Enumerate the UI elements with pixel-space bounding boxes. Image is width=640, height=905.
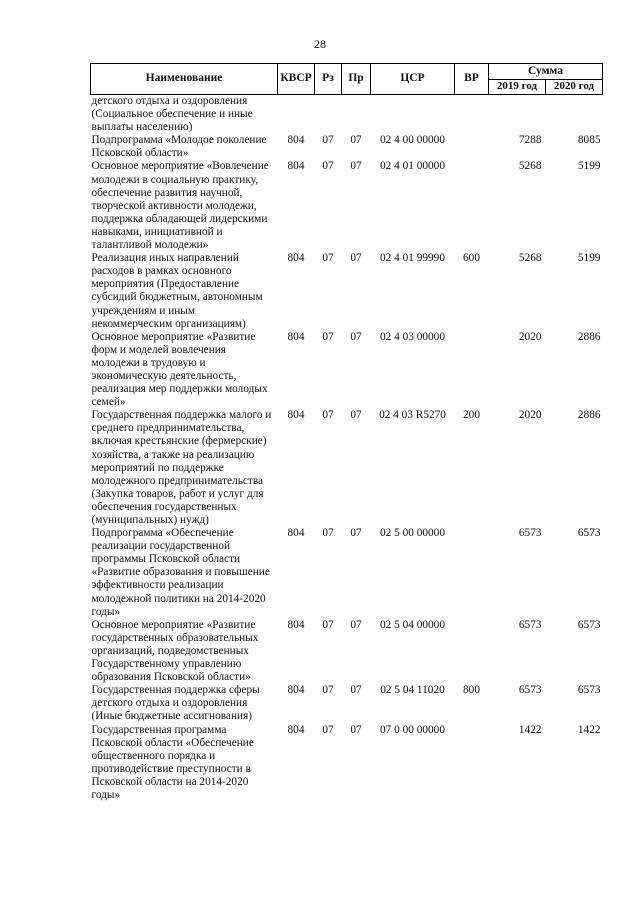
row-vr: 600 [463,252,480,265]
table-row [91,409,603,527]
row-sum-2020: 8085 [577,134,601,147]
row-sum-2019: 6573 [518,618,542,631]
row-rz: 07 [322,618,334,631]
header-2020: 2020 год [546,80,603,95]
row-rz: 07 [322,723,334,736]
row-csr: 02 5 04 11020 [380,684,445,697]
row-name: Государственная поддержка сферы детского отдыха и оздоровления (Иные бюджетные ассигнования) [91,684,260,723]
budget-table [90,63,603,802]
table-row [91,160,603,252]
row-name: Основное мероприятие «Развитие форм и моделей вовлечения молодежи в трудовую и экономическую деятельность, реализация мер поддержки молодых семей» [91,330,268,409]
row-pr: 07 [350,618,362,631]
row-rz: 07 [322,134,334,147]
row-sum-2020: 5199 [577,160,601,173]
row-csr: 02 5 00 00000 [380,527,445,540]
header-rz: Рз [315,64,342,95]
row-pr: 07 [350,160,362,173]
row-name: Государственная поддержка малого и среднего предпринимательства, включая крестьянские (фермерские) хозяйства, а также на реализацию мероприятий по поддержке молодежного предпринимательства (Закупка товаров, работ и услуг для обеспечения государственных (муниципальных) нужд) [91,409,272,526]
row-kvsr: 804 [287,618,305,631]
row-name: Государственная программа Псковской области «Обеспечение общественного порядка и противодействие преступности в Псковской области на 2014-2020 годы» [91,723,254,801]
row-sum-2020: 6573 [577,527,601,540]
row-sum-2020: 2886 [577,409,601,422]
row-kvsr: 804 [287,409,305,422]
row-sum-2019: 6573 [518,527,542,540]
row-kvsr: 804 [287,330,305,343]
table-row [91,134,603,160]
table-row [91,527,603,619]
header-pr: Пр [342,64,371,95]
table-row [91,724,603,803]
row-pr: 07 [350,527,362,540]
row-vr: 200 [463,409,480,422]
row-sum-2020: 2886 [577,330,601,343]
row-csr: 02 4 00 00000 [380,134,445,147]
table-header [91,64,603,95]
row-csr: 02 4 03 00000 [380,330,445,343]
row-sum-2019: 5268 [518,252,542,265]
continuation-text: детского отдыха и оздоровления (Социальное обеспечение и иные выплаты населению) [91,95,253,134]
row-csr: 02 4 03 R5270 [379,409,446,422]
row-pr: 07 [350,409,362,422]
row-rz: 07 [322,252,334,265]
row-sum-2019: 1422 [518,723,542,736]
row-rz: 07 [322,330,334,343]
row-rz: 07 [322,527,334,540]
row-rz: 07 [322,684,334,697]
row-rz: 07 [322,409,334,422]
row-csr: 02 5 04 00000 [380,618,445,631]
row-pr: 07 [350,330,362,343]
table-row [91,331,603,410]
row-kvsr: 804 [287,723,305,736]
row-sum-2019: 5268 [518,160,542,173]
row-csr: 02 4 01 00000 [380,160,445,173]
row-sum-2020: 5199 [577,252,601,265]
row-rz: 07 [322,160,334,173]
row-vr [455,724,489,803]
row-vr [455,160,489,252]
header-kvsr: КВСР [278,64,315,95]
header-name: Наименование [91,64,278,95]
row-pr: 07 [350,684,362,697]
row-sum-2019: 2020 [518,330,542,343]
row-sum-2019: 6573 [518,684,542,697]
row-vr [455,527,489,619]
row-kvsr: 804 [287,160,305,173]
row-name: Реализация иных направлений расходов в рамках основного мероприятия (Предоставление субсидий бюджетным, автономным учреждениям и иным некоммерческим организациям) [91,252,263,330]
header-2019: 2019 год [489,80,546,95]
page-number: 28 [314,37,326,51]
row-sum-2020: 1422 [577,723,601,736]
table-body [91,95,603,803]
table-row [91,619,603,684]
row-sum-2020: 6573 [577,684,601,697]
row-kvsr: 804 [287,527,305,540]
header-csr: ЦСР [371,64,455,95]
continuation-row [91,95,603,135]
row-sum-2019: 7288 [518,134,542,147]
row-name: Подпрограмма «Обеспечение реализации государственной программы Псковской области «Развитие образования и повышение эффективности реализации молодежной политики на 2014-2020 годы» [91,527,270,618]
row-pr: 07 [350,134,362,147]
row-name: Подпрограмма «Молодое поколение Псковской области» [91,134,267,160]
row-csr: 02 4 01 99990 [380,252,445,265]
row-vr [455,331,489,410]
table-row [91,252,603,331]
row-vr [455,134,489,160]
row-sum-2019: 2020 [518,409,542,422]
row-name: Основное мероприятие «Развитие государственных образовательных организаций, подведомственных Государственному управлению образования Псковской области» [91,618,259,684]
row-name: Основное мероприятие «Вовлечение молодежи в социальную практику, обеспечение развития научной, творческой активности молодежи, поддержка обладающей лидерскими навыками, инициативной и талантливой молодежи» [91,160,269,252]
row-csr: 07 0 00 00000 [380,723,445,736]
row-pr: 07 [350,252,362,265]
header-sum: Сумма [489,64,603,80]
row-sum-2020: 6573 [577,618,601,631]
row-vr [455,619,489,684]
row-kvsr: 804 [287,684,305,697]
row-vr: 800 [463,684,480,697]
row-pr: 07 [350,723,362,736]
header-vr: ВР [455,64,489,95]
table-row [91,684,603,723]
row-kvsr: 804 [287,252,305,265]
row-kvsr: 804 [287,134,305,147]
